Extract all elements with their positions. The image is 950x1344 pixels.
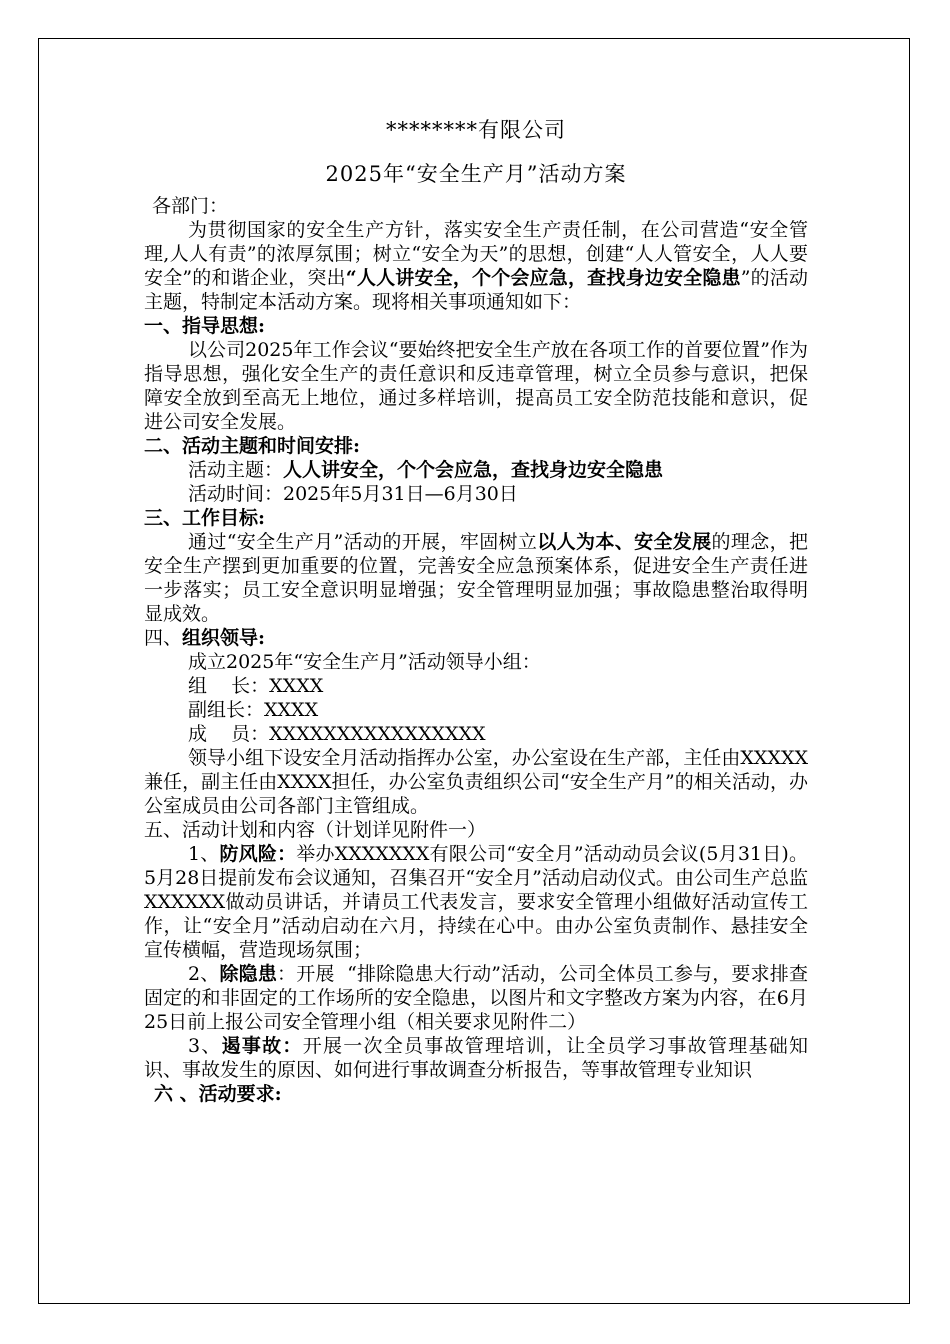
- document-body: [144, 110, 808, 1106]
- section-5-heading: 五、活动计划和内容（计划详见附件一）: [144, 819, 487, 841]
- section-4-setup: 成立2025年“安全生产月”活动领导小组：: [188, 651, 541, 673]
- theme-value: 人人讲安全，个个会应急，查找身边安全隐患: [283, 459, 664, 481]
- section-2-theme: [144, 458, 808, 482]
- item-1-number: 1、: [188, 843, 220, 865]
- section-4-title: 组织领导:: [182, 627, 266, 649]
- section-1-body: 以公司2025年工作会议“要始终把安全生产放在各项工作的首要位置”作为指导思想，强化安全生产的责任意识和反违章管理，树立全员参与意识，把保障安全放到至高无上地位，通过多样培训，提高员工安全防范技能和意识，促进公司安全发展。: [144, 339, 808, 433]
- item-2-body: ：开展 “排除隐患大行动”活动，公司全体员工参与，要求排查固定的和非固定的工作场所的安全隐患，以图片和文字整改方案为内容，在6月25日前上报公司安全管理小组（相关要求见附件二）: [144, 963, 808, 1033]
- goal-text-a: 通过“安全生产月”活动的开展，牢固树立: [188, 531, 538, 553]
- section-2-heading: 二、活动主题和时间安排:: [144, 435, 361, 457]
- item-1-body: 举办XXXXXXX有限公司“安全月”活动动员会议(5月31日)。5月28日提前发布会议通知，召集召开“安全月”活动启动仪式。由公司生产总监XXXXXX做动员讲话，并请员工代表发言，要求安全管理小组做好活动宣传工作，让“安全月”活动启动在六月，持续在心中。由办公室负责制作、悬挂安全宣传横幅，营造现场氛围；: [144, 843, 808, 961]
- section-2-time: 活动时间：2025年5月31日—6月30日: [188, 483, 518, 505]
- goal-bold: 以人为本、安全发展: [537, 531, 712, 553]
- salutation: 各部门：: [152, 195, 229, 217]
- section-6-heading: 六 、活动要求:: [154, 1083, 282, 1105]
- section-4-office: 领导小组下设安全月活动指挥办公室，办公室设在生产部，主任由XXXXX兼任，副主任由XXXX担任，办公室负责组织公司“安全生产月”的相关活动，办公室成员由公司各部门主管组成。: [144, 747, 808, 817]
- intro-theme: “人人讲安全，个个会应急，查找身边安全隐患: [345, 267, 741, 289]
- item-3-number: 3、: [188, 1035, 222, 1057]
- section-4-deputy: 副组长：XXXX: [188, 699, 319, 721]
- document-title: 2025年“安全生产月”活动方案: [325, 162, 627, 186]
- section-5-item-1: [144, 842, 808, 962]
- section-1-heading: 一、指导思想:: [144, 315, 266, 337]
- company-name: ********有限公司: [386, 118, 566, 142]
- intro-text: 为贯彻国家的安全生产方针，落实安全生产责任制，在公司营造“安全管理,人人有责”的浓厚氛围；树立“安全为天”的思想，创建“人人管安全，人人要安全”的和谐企业，突出: [144, 219, 808, 289]
- section-4-number: 四、: [144, 627, 183, 649]
- item-2-title: 除隐患: [219, 963, 278, 985]
- item-2-number: 2、: [188, 963, 220, 985]
- item-3-body: 开展一次全员事故管理培训，让全员学习事故管理基础知识、事故发生的原因、如何进行事故调查分析报告，等事故管理专业知识: [144, 1035, 808, 1081]
- section-4-heading: [144, 626, 808, 650]
- section-5-item-3: [144, 1034, 808, 1082]
- section-5-item-2: [144, 962, 808, 1034]
- intro-tail: ”的活动主题，特制定本活动方案。现将相关事项通知如下：: [144, 267, 808, 313]
- goal-text-b: 的理念，把安全生产摆到更加重要的位置，完善安全应急预案体系，促进安全生产责任进一步落实；员工安全意识明显增强；安全管理明显加强；事故隐患整治取得明显成效。: [144, 531, 808, 625]
- section-4-members: 成 员：XXXXXXXXXXXXXXXX: [188, 723, 486, 745]
- section-4-leader: 组 长：XXXX: [188, 675, 324, 697]
- item-1-title: 防风险：: [219, 843, 297, 865]
- intro-paragraph: [144, 218, 808, 314]
- section-3-body: [144, 530, 808, 626]
- theme-label: 活动主题：: [188, 459, 284, 481]
- item-3-title: 遏事故：: [221, 1035, 303, 1057]
- section-3-heading: 三、工作目标:: [144, 507, 266, 529]
